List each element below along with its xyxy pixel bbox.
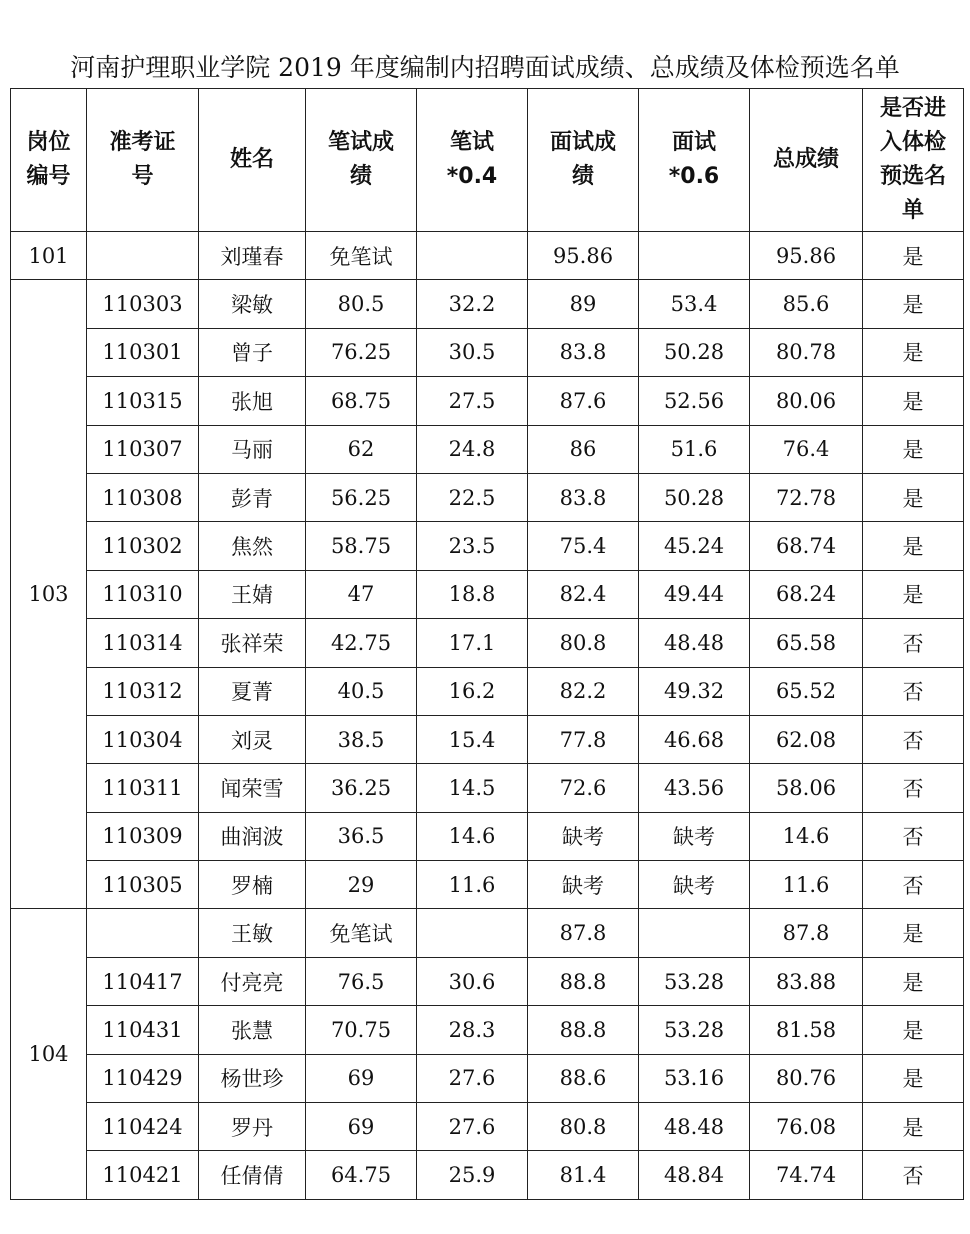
results-table bbox=[10, 88, 964, 1200]
cell-written-weighted: 27.6 bbox=[417, 1054, 528, 1102]
cell-interview-score: 82.4 bbox=[528, 570, 639, 618]
table-row bbox=[11, 812, 964, 860]
cell-total-score: 87.8 bbox=[750, 909, 863, 957]
cell-name: 夏菁 bbox=[199, 667, 306, 715]
cell-written-weighted: 30.5 bbox=[417, 328, 528, 376]
cell-interview-weighted: 49.44 bbox=[639, 570, 750, 618]
cell-written-weighted: 15.4 bbox=[417, 715, 528, 763]
cell-name: 闻荣雪 bbox=[199, 764, 306, 812]
cell-exam-id: 110421 bbox=[87, 1151, 199, 1199]
table-row bbox=[11, 522, 964, 570]
cell-physical-exam: 是 bbox=[863, 328, 964, 376]
cell-written-weighted: 27.6 bbox=[417, 1103, 528, 1151]
cell-name: 王敏 bbox=[199, 909, 306, 957]
cell-exam-id: 110310 bbox=[87, 570, 199, 618]
table-row bbox=[11, 764, 964, 812]
cell-name: 刘瑾春 bbox=[199, 232, 306, 280]
cell-written-weighted: 28.3 bbox=[417, 1006, 528, 1054]
cell-name: 杨世珍 bbox=[199, 1054, 306, 1102]
cell-written-score: 免笔试 bbox=[306, 909, 417, 957]
cell-interview-score: 87.8 bbox=[528, 909, 639, 957]
cell-interview-weighted: 53.28 bbox=[639, 1006, 750, 1054]
table-row bbox=[11, 425, 964, 473]
cell-physical-exam: 否 bbox=[863, 861, 964, 909]
cell-written-weighted: 27.5 bbox=[417, 377, 528, 425]
cell-written-weighted: 23.5 bbox=[417, 522, 528, 570]
cell-physical-exam: 是 bbox=[863, 377, 964, 425]
cell-total-score: 68.74 bbox=[750, 522, 863, 570]
cell-total-score: 58.06 bbox=[750, 764, 863, 812]
cell-total-score: 76.08 bbox=[750, 1103, 863, 1151]
table-row bbox=[11, 1151, 964, 1199]
cell-exam-id: 110314 bbox=[87, 619, 199, 667]
cell-total-score: 95.86 bbox=[750, 232, 863, 280]
cell-interview-score: 83.8 bbox=[528, 328, 639, 376]
cell-interview-score: 缺考 bbox=[528, 861, 639, 909]
cell-total-score: 11.6 bbox=[750, 861, 863, 909]
cell-name: 付亮亮 bbox=[199, 957, 306, 1005]
cell-interview-weighted bbox=[639, 909, 750, 957]
cell-interview-score: 83.8 bbox=[528, 473, 639, 521]
cell-interview-score: 88.8 bbox=[528, 1006, 639, 1054]
cell-written-score: 70.75 bbox=[306, 1006, 417, 1054]
cell-interview-score: 87.6 bbox=[528, 377, 639, 425]
cell-interview-weighted: 53.16 bbox=[639, 1054, 750, 1102]
cell-written-score: 76.25 bbox=[306, 328, 417, 376]
cell-written-weighted: 17.1 bbox=[417, 619, 528, 667]
cell-total-score: 65.58 bbox=[750, 619, 863, 667]
cell-interview-weighted: 53.4 bbox=[639, 280, 750, 328]
table-row bbox=[11, 667, 964, 715]
cell-interview-weighted: 48.84 bbox=[639, 1151, 750, 1199]
cell-interview-score: 72.6 bbox=[528, 764, 639, 812]
cell-written-weighted: 14.5 bbox=[417, 764, 528, 812]
cell-exam-id: 110307 bbox=[87, 425, 199, 473]
cell-total-score: 72.78 bbox=[750, 473, 863, 521]
cell-name: 梁敏 bbox=[199, 280, 306, 328]
cell-interview-score: 81.4 bbox=[528, 1151, 639, 1199]
cell-written-score: 47 bbox=[306, 570, 417, 618]
cell-written-score: 36.25 bbox=[306, 764, 417, 812]
cell-total-score: 80.76 bbox=[750, 1054, 863, 1102]
table-row bbox=[11, 1006, 964, 1054]
cell-name: 曲润波 bbox=[199, 812, 306, 860]
cell-written-score: 29 bbox=[306, 861, 417, 909]
table-row bbox=[11, 473, 964, 521]
cell-total-score: 76.4 bbox=[750, 425, 863, 473]
cell-physical-exam: 否 bbox=[863, 715, 964, 763]
cell-physical-exam: 是 bbox=[863, 957, 964, 1005]
cell-physical-exam: 是 bbox=[863, 473, 964, 521]
cell-interview-score: 82.2 bbox=[528, 667, 639, 715]
cell-physical-exam: 是 bbox=[863, 909, 964, 957]
cell-name: 任倩倩 bbox=[199, 1151, 306, 1199]
cell-physical-exam: 是 bbox=[863, 1006, 964, 1054]
cell-written-score: 64.75 bbox=[306, 1151, 417, 1199]
cell-written-weighted: 32.2 bbox=[417, 280, 528, 328]
cell-interview-score: 88.6 bbox=[528, 1054, 639, 1102]
cell-exam-id: 110304 bbox=[87, 715, 199, 763]
table-row bbox=[11, 570, 964, 618]
cell-total-score: 85.6 bbox=[750, 280, 863, 328]
header-row bbox=[11, 89, 964, 232]
header-name: 姓名 bbox=[199, 89, 306, 232]
cell-interview-weighted bbox=[639, 232, 750, 280]
cell-total-score: 80.06 bbox=[750, 377, 863, 425]
cell-physical-exam: 是 bbox=[863, 232, 964, 280]
cell-interview-weighted: 43.56 bbox=[639, 764, 750, 812]
cell-physical-exam: 否 bbox=[863, 812, 964, 860]
cell-physical-exam: 否 bbox=[863, 619, 964, 667]
cell-name: 罗楠 bbox=[199, 861, 306, 909]
cell-physical-exam: 否 bbox=[863, 1151, 964, 1199]
cell-exam-id bbox=[87, 909, 199, 957]
cell-written-score: 62 bbox=[306, 425, 417, 473]
cell-interview-weighted: 48.48 bbox=[639, 619, 750, 667]
cell-exam-id: 110309 bbox=[87, 812, 199, 860]
header-total-score: 总成绩 bbox=[750, 89, 863, 232]
cell-interview-score: 77.8 bbox=[528, 715, 639, 763]
cell-exam-id: 110302 bbox=[87, 522, 199, 570]
cell-interview-score: 80.8 bbox=[528, 1103, 639, 1151]
header-interview-score: 面试成 绩 bbox=[528, 89, 639, 232]
cell-interview-weighted: 50.28 bbox=[639, 473, 750, 521]
cell-interview-weighted: 49.32 bbox=[639, 667, 750, 715]
cell-interview-weighted: 缺考 bbox=[639, 861, 750, 909]
cell-written-score: 58.75 bbox=[306, 522, 417, 570]
cell-exam-id: 110315 bbox=[87, 377, 199, 425]
cell-total-score: 65.52 bbox=[750, 667, 863, 715]
cell-written-score: 36.5 bbox=[306, 812, 417, 860]
cell-interview-weighted: 48.48 bbox=[639, 1103, 750, 1151]
cell-exam-id: 110311 bbox=[87, 764, 199, 812]
cell-written-score: 免笔试 bbox=[306, 232, 417, 280]
cell-exam-id: 110424 bbox=[87, 1103, 199, 1151]
cell-interview-weighted: 46.68 bbox=[639, 715, 750, 763]
cell-exam-id: 110312 bbox=[87, 667, 199, 715]
cell-name: 刘灵 bbox=[199, 715, 306, 763]
cell-name: 焦然 bbox=[199, 522, 306, 570]
cell-written-weighted: 25.9 bbox=[417, 1151, 528, 1199]
cell-interview-weighted: 51.6 bbox=[639, 425, 750, 473]
cell-exam-id: 110431 bbox=[87, 1006, 199, 1054]
cell-physical-exam: 是 bbox=[863, 522, 964, 570]
cell-physical-exam: 是 bbox=[863, 425, 964, 473]
cell-interview-score: 缺考 bbox=[528, 812, 639, 860]
cell-exam-id: 110429 bbox=[87, 1054, 199, 1102]
cell-written-score: 56.25 bbox=[306, 473, 417, 521]
cell-written-weighted: 16.2 bbox=[417, 667, 528, 715]
header-written-score: 笔试成 绩 bbox=[306, 89, 417, 232]
cell-written-score: 38.5 bbox=[306, 715, 417, 763]
page-title: 河南护理职业学院 2019 年度编制内招聘面试成绩、总成绩及体检预选名单 bbox=[70, 53, 900, 82]
cell-name: 张旭 bbox=[199, 377, 306, 425]
cell-interview-score: 89 bbox=[528, 280, 639, 328]
cell-exam-id bbox=[87, 232, 199, 280]
cell-written-weighted bbox=[417, 909, 528, 957]
cell-name: 张慧 bbox=[199, 1006, 306, 1054]
cell-total-score: 14.6 bbox=[750, 812, 863, 860]
cell-written-score: 40.5 bbox=[306, 667, 417, 715]
cell-name: 罗丹 bbox=[199, 1103, 306, 1151]
cell-exam-id: 110417 bbox=[87, 957, 199, 1005]
table-row bbox=[11, 909, 964, 957]
cell-physical-exam: 是 bbox=[863, 280, 964, 328]
cell-physical-exam: 否 bbox=[863, 667, 964, 715]
header-written-weighted: 笔试 *0.4 bbox=[417, 89, 528, 232]
cell-post: 104 bbox=[11, 909, 87, 1199]
cell-name: 王婧 bbox=[199, 570, 306, 618]
cell-exam-id: 110305 bbox=[87, 861, 199, 909]
cell-interview-score: 75.4 bbox=[528, 522, 639, 570]
cell-interview-weighted: 45.24 bbox=[639, 522, 750, 570]
cell-written-weighted: 30.6 bbox=[417, 957, 528, 1005]
cell-written-score: 42.75 bbox=[306, 619, 417, 667]
cell-written-score: 69 bbox=[306, 1103, 417, 1151]
cell-written-score: 76.5 bbox=[306, 957, 417, 1005]
cell-written-weighted: 18.8 bbox=[417, 570, 528, 618]
cell-interview-weighted: 53.28 bbox=[639, 957, 750, 1005]
cell-total-score: 80.78 bbox=[750, 328, 863, 376]
cell-interview-score: 88.8 bbox=[528, 957, 639, 1005]
table-row bbox=[11, 861, 964, 909]
table-row bbox=[11, 1054, 964, 1102]
cell-interview-weighted: 50.28 bbox=[639, 328, 750, 376]
cell-written-weighted: 14.6 bbox=[417, 812, 528, 860]
header-exam-id: 准考证 号 bbox=[87, 89, 199, 232]
table-row bbox=[11, 328, 964, 376]
table-row bbox=[11, 715, 964, 763]
cell-interview-score: 95.86 bbox=[528, 232, 639, 280]
cell-physical-exam: 是 bbox=[863, 1054, 964, 1102]
cell-written-weighted: 24.8 bbox=[417, 425, 528, 473]
cell-total-score: 68.24 bbox=[750, 570, 863, 618]
header-post: 岗位 编号 bbox=[11, 89, 87, 232]
header-interview-weighted: 面试 *0.6 bbox=[639, 89, 750, 232]
cell-total-score: 62.08 bbox=[750, 715, 863, 763]
table-row bbox=[11, 232, 964, 280]
cell-written-weighted bbox=[417, 232, 528, 280]
cell-total-score: 81.58 bbox=[750, 1006, 863, 1054]
cell-name: 彭青 bbox=[199, 473, 306, 521]
table-row bbox=[11, 619, 964, 667]
table-row bbox=[11, 280, 964, 328]
cell-post: 103 bbox=[11, 280, 87, 909]
table-row bbox=[11, 1103, 964, 1151]
header-physical-exam: 是否进 入体检 预选名 单 bbox=[863, 89, 964, 232]
cell-name: 曾子 bbox=[199, 328, 306, 376]
cell-total-score: 83.88 bbox=[750, 957, 863, 1005]
cell-interview-weighted: 缺考 bbox=[639, 812, 750, 860]
cell-interview-score: 86 bbox=[528, 425, 639, 473]
cell-written-score: 80.5 bbox=[306, 280, 417, 328]
cell-written-weighted: 11.6 bbox=[417, 861, 528, 909]
cell-post: 101 bbox=[11, 232, 87, 280]
cell-interview-score: 80.8 bbox=[528, 619, 639, 667]
cell-physical-exam: 否 bbox=[863, 764, 964, 812]
cell-exam-id: 110303 bbox=[87, 280, 199, 328]
table-row bbox=[11, 957, 964, 1005]
cell-written-score: 68.75 bbox=[306, 377, 417, 425]
cell-physical-exam: 是 bbox=[863, 570, 964, 618]
cell-exam-id: 110308 bbox=[87, 473, 199, 521]
table-row bbox=[11, 377, 964, 425]
cell-physical-exam: 是 bbox=[863, 1103, 964, 1151]
cell-written-score: 69 bbox=[306, 1054, 417, 1102]
cell-total-score: 74.74 bbox=[750, 1151, 863, 1199]
cell-exam-id: 110301 bbox=[87, 328, 199, 376]
cell-written-weighted: 22.5 bbox=[417, 473, 528, 521]
cell-name: 张祥荣 bbox=[199, 619, 306, 667]
cell-name: 马丽 bbox=[199, 425, 306, 473]
cell-interview-weighted: 52.56 bbox=[639, 377, 750, 425]
